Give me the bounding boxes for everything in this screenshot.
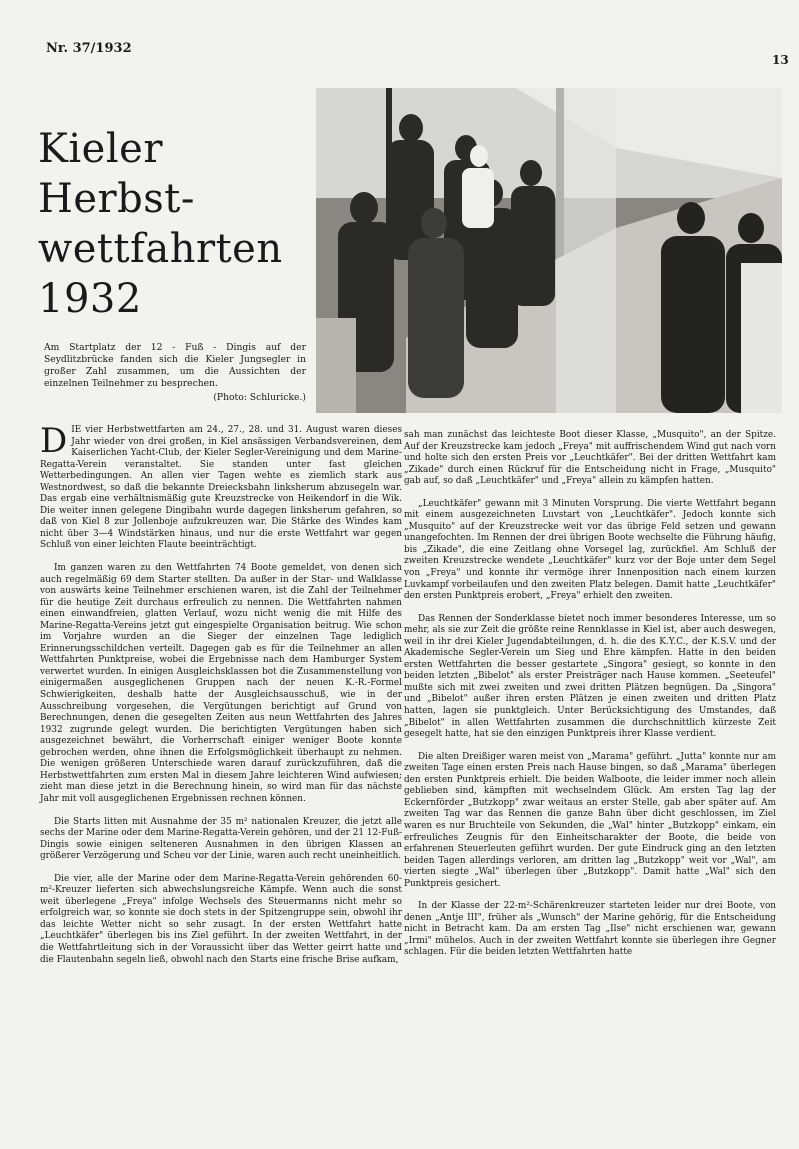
title-line-1: Kieler Herbst-	[38, 126, 195, 222]
photo-caption	[44, 342, 306, 404]
photo-illustration	[316, 88, 782, 413]
paragraph: Die vier, alle der Marine oder dem Marine-Regatta-Verein gehörenden 60-m²-Kreuzer lieferten sich abwechslungsreiche Kämpfe. Wenn auch die sonst weit überlegene „Freya" infolge Wechsels des Steuermanns nicht mehr so erfolgreich war, so konnte sie doch stets in der Spitzengruppe sein, obwohl ihr das leichte Wetter nicht so sehr zusagt. In der ersten Wettfahrt hatte „Leuchtkäfer" überlegen bis ins Ziel geführt. In der zweiten Wettfahrt, in der die Wettfahrtleitung sich in der Voraussicht über das Wetter geirrt hatte und die Flautenbahn segeln ließ, obwohl nach den Starts eine frische Brise aufkam,	[40, 873, 402, 965]
title-line-2: wettfahrten	[38, 226, 283, 272]
paragraph: Das Rennen der Sonderklasse bietet noch immer besonderes Interesse, um so mehr, als sie zur Zeit die größte reine Rennklasse in Kiel ist, aber auch deswegen, weil in ihr drei Kieler Jugendabteilungen, d. h. die des K.Y.C., der K.S.V. und der Akademische Segler-Verein um Sieg und Ehre kämpfen. Hatte in den beiden ersten Wettfahrten die besser gestartete „Singora" gesiegt, so konnte in den beiden letzten „Bibelot" als erster Preisträger nach Hause kommen. „Seeteufel" mußte sich mit zwei zweiten und zwei dritten Plätzen begnügen. Da „Singora" und „Bibelot" außer ihren ersten Plätzen je einen zweiten und dritten Platz hatten, lagen sie punktgleich. Unter Berücksichtigung des Umstandes, daß „Bibelot" in allen Wettfahrten zusammen die durchschnittlich kürzeste Zeit gesegelt hatte, hat sie den einzigen Punktpreis ihrer Klasse verdient.	[404, 613, 776, 740]
issue-number: Nr. 37/1932	[46, 41, 132, 56]
article-title	[38, 124, 308, 324]
paragraph: sah man zunächst das leichteste Boot dieser Klasse, „Musquito", an der Spitze. Auf der Kreuzstrecke kam jedoch „Freya" mit auffrischendem Wind gut nach vorn und holte sich den ersten Preis vor „Leuchtkäfer". Bei der dritten Wettfahrt kam „Zikade" durch einen Rückruf für die Entscheidung nicht in Frage, „Musquito" gab auf, so daß „Leuchtkäfer" und „Freya" allein zu kämpfen hatten.	[404, 430, 776, 487]
title-line-3: 1932	[38, 276, 142, 322]
paragraph: Die Starts litten mit Ausnahme der 35 m² nationalen Kreuzer, die jetzt alle sechs der Marine oder dem Marine-Regatta-Verein gehören, und der 21 12-Fuß-Dingis sowie einigen selteneren Ausnahmen in den übrigen Klassen an größerer Verzögerung und Scheu vor der Linie, waren auch recht uneinheitlich.	[40, 816, 402, 862]
paragraph: „Leuchtkäfer" gewann mit 3 Minuten Vorsprung. Die vierte Wettfahrt begann mit einem ausgezeichneten Luvstart von „Leuchtkäfer". Jedoch konnte sich „Musquito" auf der Kreuzstrecke weit vor das übrige Feld setzen und gewann unangefochten. Im Rennen der drei übrigen Boote wechselte die Führung häufig, bis „Zikade", die eine Zeitlang ohne Vorsegel lag, zurückfiel. Am Schluß der zweiten Kreuzstrecke wendete „Leuchtkäfer" kurz vor der Boje unter dem Segel von „Freya" und konnte ihr vermöge ihrer Innenposition nach einem kurzen Luvkampf vorbeilaufen und den zweiten Platz belegen. Damit hatte „Leuchtkäfer" den ersten Punktpreis erobert, „Freya" erhielt den zweiten.	[404, 498, 776, 602]
caption-text: Am Startplatz der 12 - Fuß - Dingis auf der Seydlitzbrücke fanden sich die Kieler Jungsegler in großer Zahl zusammen, um die Aussichten der einzelnen Teilnehmer zu besprechen.	[44, 342, 306, 390]
paragraph: DIE vier Herbstwettfarten am 24., 27., 28. und 31. August waren dieses Jahr wieder von drei großen, in Kiel ansässigen Verbandsvereinen, dem Kaiserlichen Yacht-Club, der Kieler Segler-Vereinigung und dem Marine-Regatta-Verein veranstaltet. Sie standen unter fast gleichen Wetterbedingungen. An allen vier Tagen wehte es ziemlich stark aus Westnordwest, so daß die bekannte Dreiecksbahn linksherum abzusegeln war. Das ergab eine verhältnismäßig gute Kreuzstrecke von Heikendorf in die Wik. Die weiter innen gelegene Dingibahn wurde dagegen linksherum gefahren, so daß von Kiel 8 zur Jollenboje aufzukreuzen war. Die Stärke des Windes kam nicht über 3—4 Windstärken hinaus, und nur die erste Wettfahrt war gegen Schluß von einer leichten Flaute beeinträchtigt.	[40, 421, 402, 551]
page-number: 13	[772, 53, 789, 67]
article-column-2	[404, 430, 776, 970]
paragraph: Im ganzen waren zu den Wettfahrten 74 Boote gemeldet, von denen sich auch regelmäßig 69 dem Starter stellten. Da außer in der Star- und Walklasse von auswärts keine Teilnehmer erschienen waren, ist die Zahl der Teilnehmer für die heutige Zeit durchaus erfreulich zu nennen. Die Wettfahrten nahmen einen einwandfreien, glatten Verlauf, wozu nicht wenig die mit Hilfe des Marine-Regatta-Vereins jetzt gut eingespielte Organisation beitrug. Wie schon im Vorjahre wurden an die Sieger der einzelnen Tage lediglich Erinnerungsschildchen verteilt. Dagegen gab es für die Teilnehmer an allen Wettfahrten Punktpreise, wobei die Ergebnisse nach dem Hamburger System verwertet wurden. In einigen Ausgleichsklassen bot die Zusammenstellung von einigermaßen ausgeglichenen Gruppen nach der neuen K.-R.-Formel Schwierigkeiten, deshalb hatte der Ausgleichsausschuß, wie in der Ausschreibung vorgesehen, die Vergütungen berichtigt auf Grund von Berechnungen, denen die gesegelten Zeiten aus neun Wettfahrten des Jahres 1932 zugrunde gelegt wurden. Die berichtigten Vergütungen haben sich ausgezeichnet bewährt, die Vorherrschaft einiger weniger Boote konnte gebrochen werden, ohne ihnen die Erfolgsmöglichkeit überhaupt zu nehmen. Die wenigen größeren Unterschiede waren darauf zurückzuführen, daß die Herbstwettfahrten zum ersten Mal in diesem Jahre leichteren Wind aufwiesen; zieht man diese jetzt in die Berechnung hinein, so wird man für das nächste Jahr mit voll ausgeglichenen Ergebnissen rechnen können.	[40, 563, 402, 804]
photo-credit: (Photo: Schluricke.)	[213, 392, 306, 404]
article-photo	[316, 88, 782, 413]
article-column-1	[40, 421, 402, 977]
drop-cap: D	[40, 421, 68, 461]
paragraph: Die alten Dreißiger waren meist von „Marama" geführt. „Jutta" konnte nur am zweiten Tage einen ersten Preis nach Hause bingen, so daß „Marama" überlegen den ersten Punktpreis erhielt. Die beiden Walboote, die leider immer noch allein geblieben sind, kämpften mit wechselndem Glück. Am ersten Tag lag der Eckernförder „Butzkopp" zwar weitaus an erster Stelle, gab aber später auf. Am zweiten Tag war das Rennen die ganze Bahn über dicht geschlossen, im Ziel waren es nur Bruchteile von Sekunden, die „Wal" hinter „Butzkopp" einkam, ein erfreuliches Zeugnis für den Einheitscharakter der Boote, die beide von erfahrenen Steuerleuten geführt wurden. Der gute Eindruck ging an den letzten beiden Tagen allerdings verloren, am dritten lag „Butzkopp" weit vor „Wal", am vierten siegte „Wal" überlegen über „Butzkopp". Damit hatte „Wal" sich den Punktpreis gesichert.	[404, 751, 776, 889]
paragraph: In der Klasse der 22-m²-Schärenkreuzer starteten leider nur drei Boote, von denen „Antje III", früher als „Wunsch" der Marine gehörig, für die Entscheidung nicht in Betracht kam. Da am ersten Tag „Ilse" nicht erschienen war, gewann „Irmi" mühelos. Auch in der zweiten Wettfahrt konnte sie überlegen ihre Gegner schlagen. Für die beiden letzten Wettfahrten hatte	[404, 901, 776, 958]
